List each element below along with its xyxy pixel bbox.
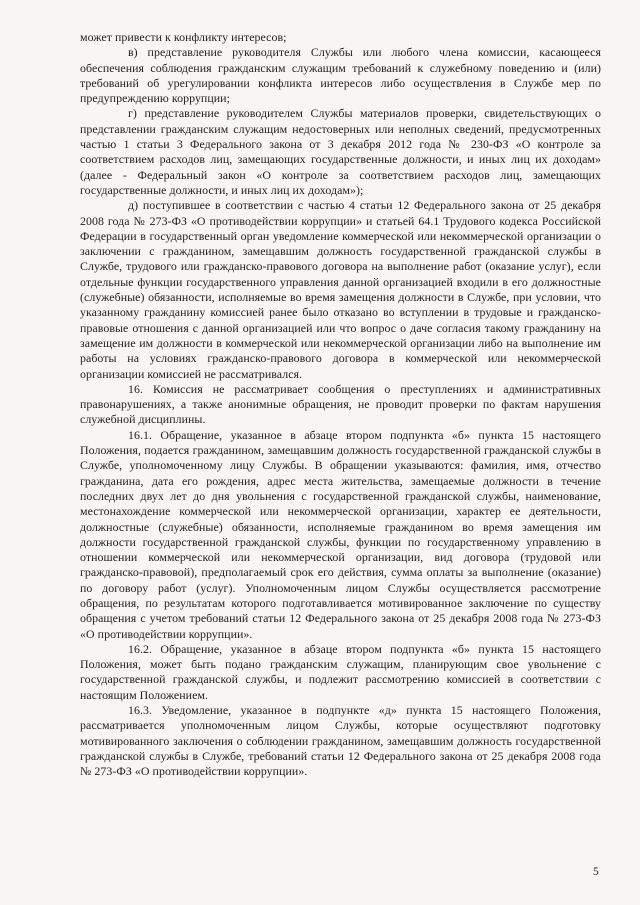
document-body [80,30,601,780]
paragraph-16-3: 16.3. Уведомление, указанное в подпункте «д» пункта 15 настоящего Положения, рассматривается уполномоченным лицом Службы, которые осуществляют подготовку мотивированного заключения о соблюдении гражданином, замещавшим должность государственной гражданской службы в Службе, требований статьи 12 Федерального закона от 25 декабря 2008 года № 273-ФЗ «О противодействии коррупции». [80,703,601,779]
page-number: 5 [593,866,599,878]
paragraph-continuation: может привести к конфликту интересов; [80,30,287,44]
paragraph-item-v: в) представление руководителя Службы или любого члена комиссии, касающееся обеспечения соблюдения гражданским служащим требований к служебному поведению и (или) требований об урегулировании конфликта интересов либо осуществления в Службе мер по предупреждению коррупции; [80,45,601,106]
paragraph-item-d: д) поступившее в соответствии с частью 4 статьи 12 Федерального закона от 25 декабря 2008 года № 273-ФЗ «О противодействии коррупции» и статьей 64.1 Трудового кодекса Российской Федерации в государственный орган уведомление коммерческой или некоммерческой организации о заключении с гражданином, замещавшим должность государственной гражданской службы в Службе, трудового или гражданско-правового договора на выполнение работ (оказание услуг), если отдельные функции государственного управления данной организацией входили в его должностные (служебные) обязанности, исполняемые во время замещения должности в Службе, при условии, что указанному гражданину комиссией ранее было отказано во вступлении в трудовые и гражданско-правовые отношения с данной организацией или что вопрос о даче согласия такому гражданину на замещение им должности в коммерческой или некоммерческой организации либо на выполнение им работы на условиях гражданско-правового договора в коммерческой или некоммерческой организации комиссией не рассматривался. [80,198,601,381]
paragraph-item-g: г) представление руководителем Службы материалов проверки, свидетельствующих о представлении гражданским служащим недостоверных или неполных сведений, предусмотренных частью 1 статьи 3 Федерального закона от 3 декабря 2012 года № 230-ФЗ «О контроле за соответствием расходов лиц, замещающих государственные должности, и иных лиц их доходам» (далее - Федеральный закон «О контроле за соответствием расходов лиц, замещающих государственные должности, и иных лиц их доходам»); [80,106,601,197]
paragraph-16: 16. Комиссия не рассматривает сообщения о преступлениях и административных правонарушениях, а также анонимные обращения, не проводит проверки по фактам нарушения служебной дисциплины. [80,381,601,427]
paragraph-16-1: 16.1. Обращение, указанное в абзаце втором подпункта «б» пункта 15 настоящего Положения, подается гражданином, замещавшим должность государственной гражданской службы в Службе, уполномоченному лицу Службы. В обращении указываются: фамилия, имя, отчество гражданина, дата его рождения, адрес места жительства, замещаемые должности в течение последних двух лет до дня увольнения с государственной гражданской службы, наименование, местонахождение коммерческой или некоммерческой организации, характер ее деятельности, должностные (служебные) обязанности, исполняемые гражданином во время замещения им должности государственной гражданской службы, функции по государственному управлению в отношении коммерческой или некоммерческой организации, вид договора (трудовой или гражданско-правовой), предполагаемый срок его действия, сумма оплаты за выполнение (оказание) по договору работ (услуг). Уполномоченным лицом Службы осуществляется рассмотрение обращения, по результатам которого подготавливается мотивированное заключение по существу обращения с учетом требований статьи 12 Федерального закона от 25 декабря 2008 года № 273-ФЗ «О противодействии коррупции». [80,427,601,641]
paragraph-16-2: 16.2. Обращение, указанное в абзаце втором подпункта «б» пункта 15 настоящего Положения, может быть подано гражданским служащим, планирующим свое увольнение с государственной гражданской службы, и подлежит рассмотрению комиссией в соответствии с настоящим Положением. [80,641,601,702]
